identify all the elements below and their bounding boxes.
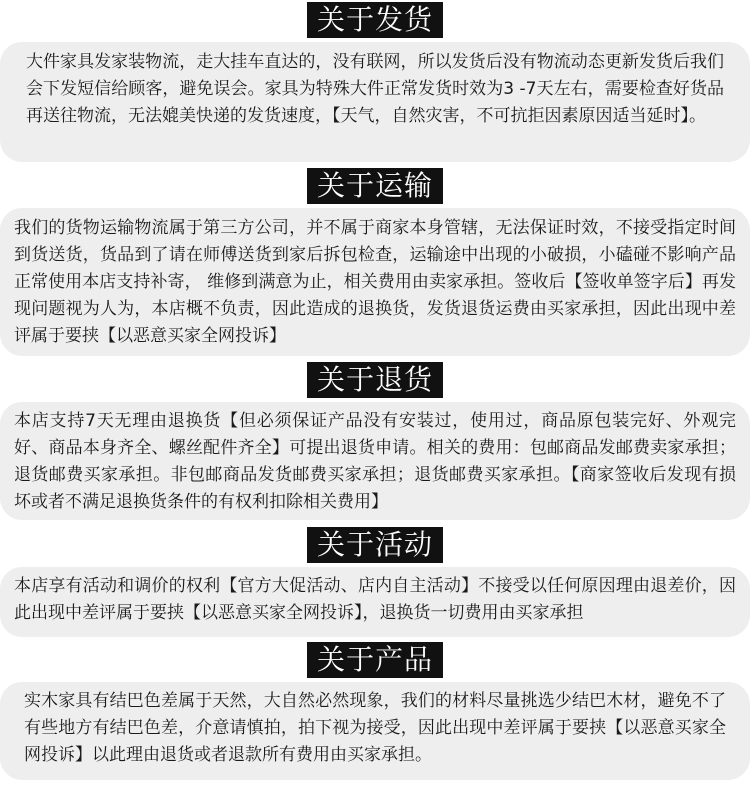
promotion-heading-wrap [0, 527, 750, 563]
product-text: 实木家具有结巴色差属于天然，大自然必然现象，我们的材料尽量挑选少结巴木材，避免不了有些地方有结巴色差，介意请慎拍，拍下视为接受，因此出现中差评属于要挟【以恶意买家全网投诉】以此理由退货或者退款所有费用由买家承担。 [24, 691, 726, 765]
product-heading: 关于产品 [307, 642, 443, 678]
shipping-panel [0, 42, 750, 162]
transport-heading: 关于运输 [307, 168, 443, 204]
transport-text: 我们的货物运输物流属于第三方公司，并不属于商家本身管辖，无法保证时效，不接受指定时间到货送货，货品到了请在师傅送货到家后拆包检查，运输途中出现的小破损，小磕碰不影响产品正常使用本店支持补寄， 维修到满意为止，相关费用由卖家承担。签收后【签收单签字后】再发现问题视为人为，本店概不负责，因此造成的退换货，发货退货运费由买家承担，因此出现中差评属于要挟【以恶意买家全网投诉】 [14, 218, 736, 346]
returns-panel [0, 402, 750, 520]
transport-panel [0, 208, 750, 356]
shipping-heading-wrap [0, 2, 750, 38]
product-panel [0, 682, 750, 780]
promotion-text: 本店享有活动和调价的权利【官方大促活动、店内自主活动】不接受以任何原因理由退差价，因此出现中差评属于要挟【以恶意买家全网投诉】，退换货一切费用由买家承担 [14, 576, 736, 623]
returns-heading-wrap [0, 362, 750, 398]
promotion-heading: 关于活动 [307, 527, 443, 563]
returns-text: 本店支持7天无理由退换货【但必须保证产品没有安装过，使用过，商品原包装完好、外观完好、商品本身齐全、螺丝配件齐全】可提出退货申请。相关的费用：包邮商品发邮费卖家承担；退货邮费买家承担。非包邮商品发货邮费买家承担；退货邮费买家承担。【商家签收后发现有损坏或者不满足退换货条件的有权利扣除相关费用】 [14, 411, 736, 512]
shipping-text: 大件家具发家装物流，走大挂车直达的，没有联网，所以发货后没有物流动态更新发货后我们会下发短信给顾客，避免误会。家具为特殊大件正常发货时效为3 -7天左右，需要检查好货品再送往物流，无法媲美快递的发货速度，【天气，自然灾害，不可抗拒因素原因适当延时】。 [26, 52, 724, 126]
promotion-panel [0, 567, 750, 637]
returns-heading: 关于退货 [307, 362, 443, 398]
transport-heading-wrap [0, 168, 750, 204]
shipping-heading: 关于发货 [307, 2, 443, 38]
product-heading-wrap [0, 642, 750, 678]
